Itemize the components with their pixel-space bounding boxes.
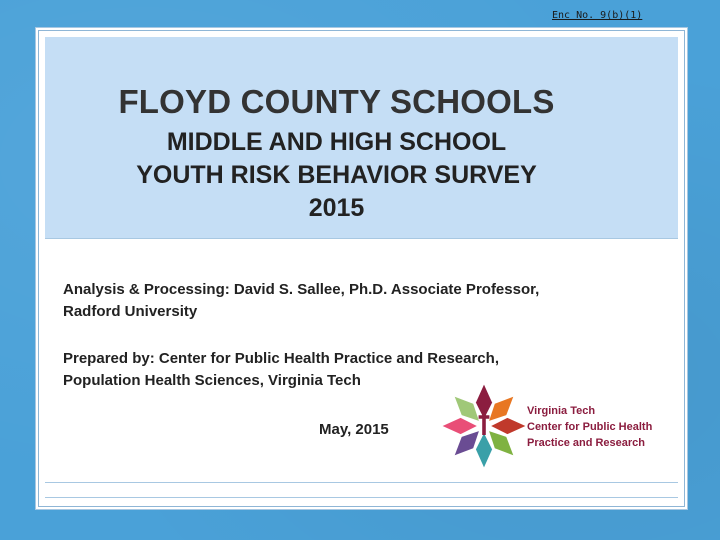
title-band [45, 37, 678, 239]
subtitle-line-2: YOUTH RISK BEHAVIOR SURVEY [136, 161, 537, 189]
report-date: May, 2015 [319, 421, 389, 438]
subtitle [45, 126, 678, 225]
analysis-credit [63, 279, 664, 323]
logo-line-2: Center for Public Health [527, 421, 653, 433]
footer-bar [45, 482, 678, 498]
logo-petal [476, 433, 492, 467]
star-flower-logo-icon [439, 381, 529, 471]
subtitle-year: 2015 [308, 194, 365, 222]
logo-petal [443, 418, 477, 434]
subtitle-line-1: MIDDLE AND HIGH SCHOOL [166, 128, 507, 156]
logo-line-1: Virginia Tech [527, 405, 596, 417]
slide [38, 30, 685, 507]
page-title: FLOYD COUNTY SCHOOLS [118, 83, 555, 120]
analysis-line-2: Radford University [63, 303, 198, 320]
prepared-by-credit [63, 348, 664, 392]
prepared-line-1: Prepared by: Center for Public Health Practice and Research, [63, 350, 499, 367]
prepared-line-2: Population Health Sciences, Virginia Tech [63, 372, 361, 389]
analysis-line-1: Analysis & Processing: David S. Sallee, Ph.D. Associate Professor, [63, 281, 540, 298]
logo-text [527, 403, 652, 451]
logo-petal [491, 418, 525, 434]
logo-line-3: Practice and Research [527, 437, 646, 449]
enclosure-label: Enc No. 9(b)(1) [552, 10, 643, 21]
